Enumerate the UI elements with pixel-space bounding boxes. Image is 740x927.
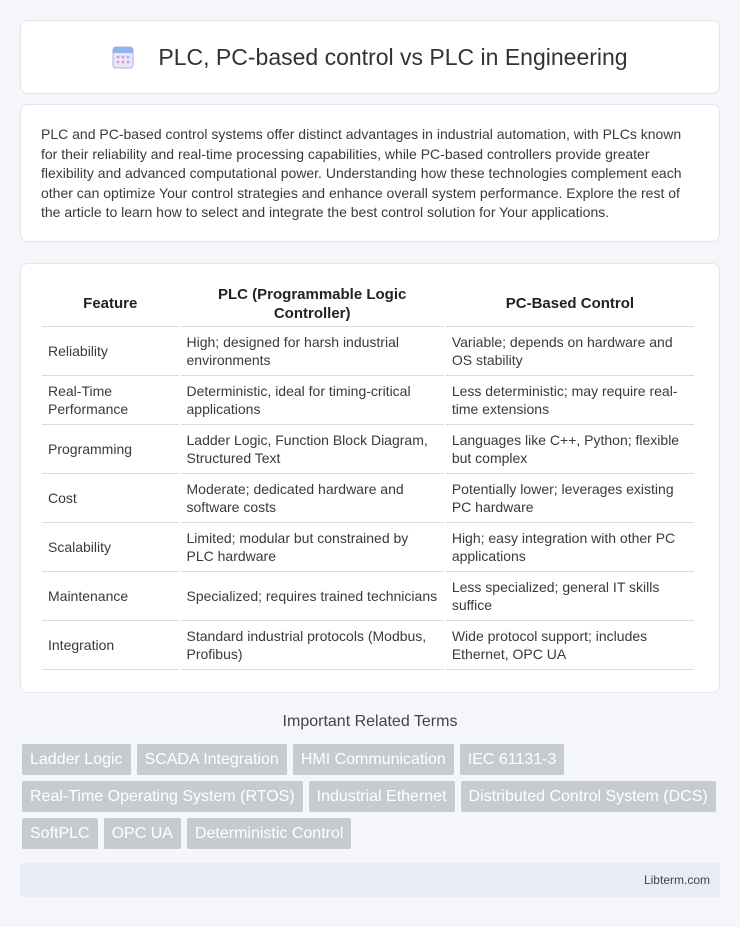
feature-cell: Scalability (42, 523, 179, 572)
term-tag[interactable]: IEC 61131-3 (460, 744, 565, 775)
plc-cell: Deterministic, ideal for timing-critical applications (181, 376, 444, 425)
plc-cell: High; designed for harsh industrial environments (181, 327, 444, 376)
plc-cell: Moderate; dedicated hardware and software costs (181, 474, 444, 523)
header-pc-based: PC-Based Control (446, 281, 694, 327)
feature-cell: Reliability (42, 327, 179, 376)
pc-cell: Wide protocol support; includes Ethernet, OPC UA (446, 621, 694, 670)
pc-cell: High; easy integration with other PC applications (446, 523, 694, 572)
table-row (42, 376, 694, 425)
intro-card (20, 104, 720, 242)
intro-paragraph: PLC and PC-based control systems offer distinct advantages in industrial automation, with PLCs known for their reliability and real-time processing capabilities, while PC-based controllers provide greater flexibility and advanced computational power. Understanding how these technologies complement each other can optimize Your control strategies and enhance overall system performance. Explore the rest of the article to learn how to select and integrate the best control solution for Your applications. (41, 126, 682, 221)
feature-cell: Programming (42, 425, 179, 474)
term-tag[interactable]: HMI Communication (293, 744, 454, 775)
pc-cell: Less specialized; general IT skills suffice (446, 572, 694, 621)
term-tag[interactable]: OPC UA (104, 818, 181, 849)
table-row (42, 425, 694, 474)
table-row (42, 523, 694, 572)
plc-cell: Limited; modular but constrained by PLC hardware (181, 523, 444, 572)
pc-cell: Less deterministic; may require real-time extensions (446, 376, 694, 425)
term-tag[interactable]: Ladder Logic (22, 744, 131, 775)
pc-cell: Languages like C++, Python; flexible but complex (446, 425, 694, 474)
term-tag[interactable]: Industrial Ethernet (309, 781, 455, 812)
plc-cell: Standard industrial protocols (Modbus, Profibus) (181, 621, 444, 670)
header-card (20, 20, 720, 94)
feature-cell: Cost (42, 474, 179, 523)
term-tag[interactable]: Distributed Control System (DCS) (461, 781, 716, 812)
comparison-table-card (20, 263, 720, 693)
header-plc: PLC (Programmable Logic Controller) (181, 281, 444, 327)
calendar-icon (112, 45, 134, 69)
header-feature: Feature (42, 281, 179, 327)
related-terms-title: Important Related Terms (282, 713, 458, 730)
related-terms-list (22, 744, 722, 855)
pc-cell: Potentially lower; leverages existing PC hardware (446, 474, 694, 523)
table-header-row (42, 281, 694, 327)
table-row (42, 572, 694, 621)
feature-cell: Integration (42, 621, 179, 670)
table-row (42, 327, 694, 376)
comparison-table (40, 281, 696, 670)
table-row (42, 621, 694, 670)
term-tag[interactable]: SCADA Integration (137, 744, 287, 775)
term-tag[interactable]: Deterministic Control (187, 818, 351, 849)
page-title: PLC, PC-based control vs PLC in Engineering (158, 43, 628, 70)
plc-cell: Ladder Logic, Function Block Diagram, Structured Text (181, 425, 444, 474)
term-tag[interactable]: Real-Time Operating System (RTOS) (22, 781, 303, 812)
plc-cell: Specialized; requires trained technicians (181, 572, 444, 621)
feature-cell: Real-Time Performance (42, 376, 179, 425)
footer (20, 863, 720, 897)
footer-site-link[interactable]: Libterm.com (643, 873, 710, 887)
table-row (42, 474, 694, 523)
term-tag[interactable]: SoftPLC (22, 818, 98, 849)
feature-cell: Maintenance (42, 572, 179, 621)
pc-cell: Variable; depends on hardware and OS stability (446, 327, 694, 376)
